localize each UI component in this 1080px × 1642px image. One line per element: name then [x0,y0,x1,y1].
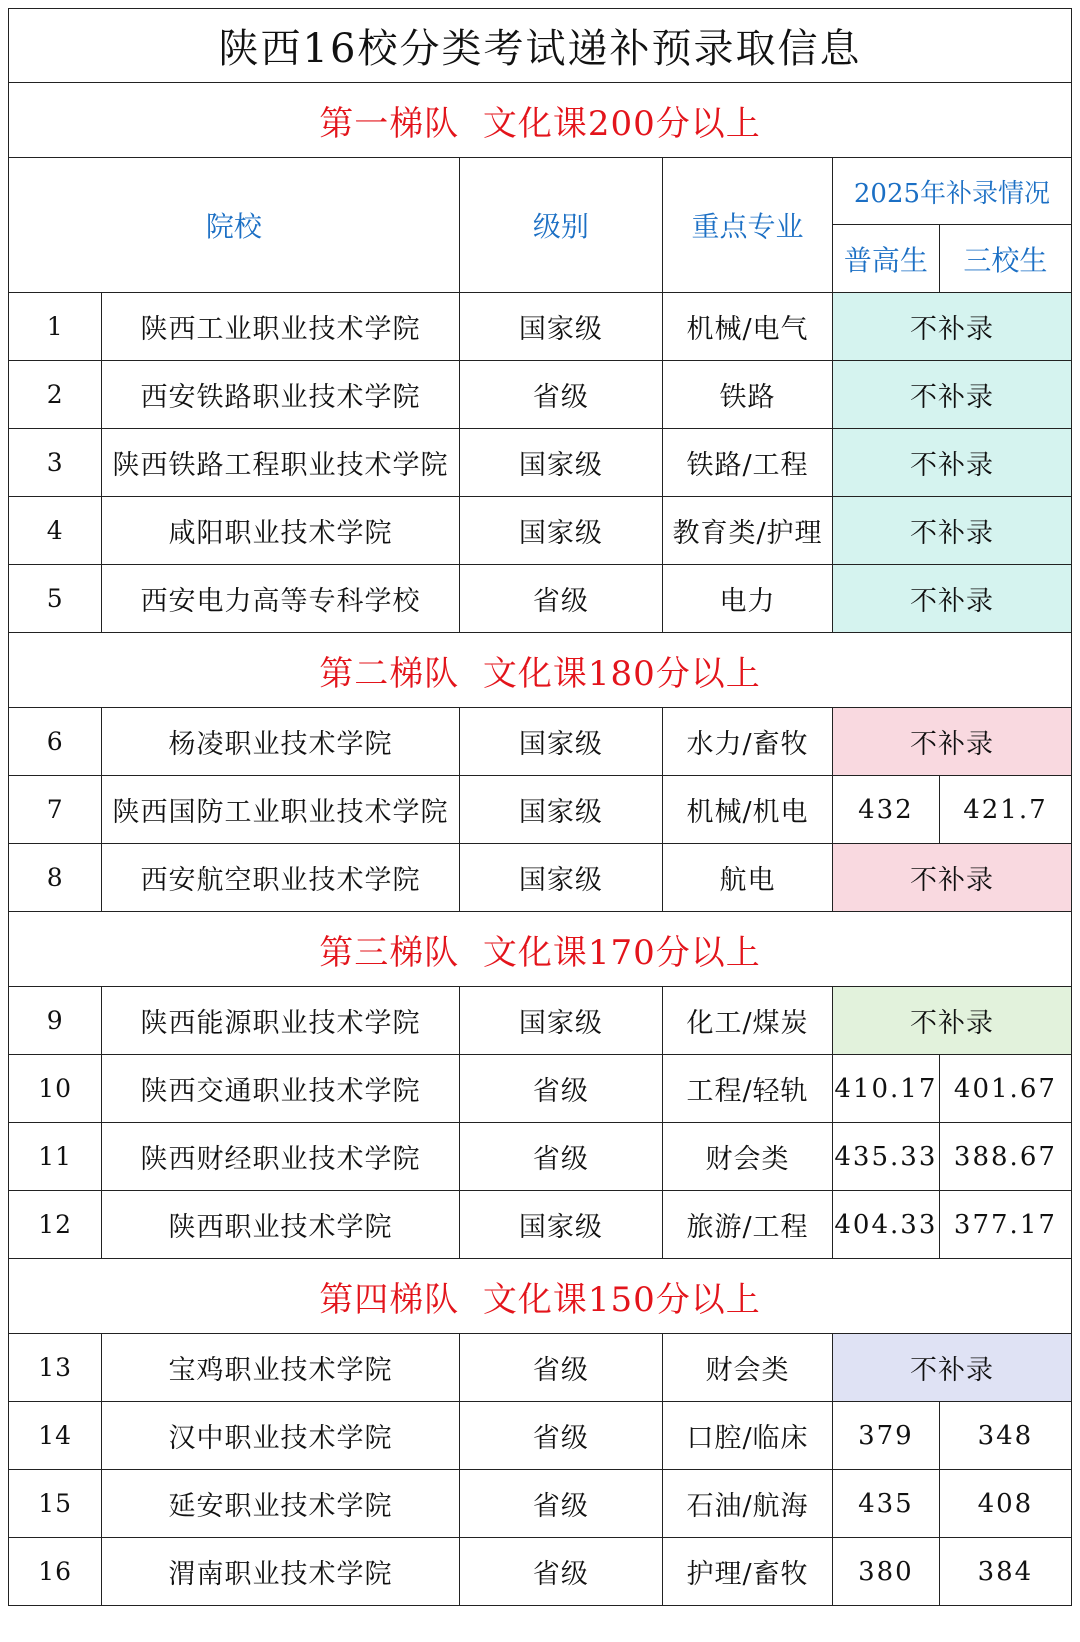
school-level: 省级 [459,1470,662,1538]
school-level: 省级 [459,1402,662,1470]
tier-row [9,912,1072,987]
page-title: 陕西16校分类考试递补预录取信息 [9,9,1072,83]
table-row [9,1191,1072,1259]
school-name: 汉中职业技术学院 [102,1402,459,1470]
key-major: 财会类 [663,1334,833,1402]
row-number: 8 [9,844,102,912]
school-level: 省级 [459,565,662,633]
row-number: 4 [9,497,102,565]
key-major: 财会类 [663,1123,833,1191]
general-score: 410.17 [832,1055,939,1123]
table-body [9,9,1072,1606]
school-name: 杨凌职业技术学院 [102,708,459,776]
table-row [9,293,1072,361]
admission-status: 不补录 [832,708,1071,776]
tier-label: 第二梯队 [319,653,460,694]
row-number: 13 [9,1334,102,1402]
school-level: 省级 [459,1055,662,1123]
school-level: 国家级 [459,844,662,912]
three-school-score: 384 [939,1538,1071,1606]
three-school-score: 401.67 [939,1055,1071,1123]
row-number: 1 [9,293,102,361]
table-row [9,1402,1072,1470]
key-major: 航电 [663,844,833,912]
table-row [9,1055,1072,1123]
header-row-top [9,158,1072,225]
header-general: 普高生 [832,225,939,293]
school-name: 陕西能源职业技术学院 [102,987,459,1055]
general-score: 435 [832,1470,939,1538]
school-name: 西安航空职业技术学院 [102,844,459,912]
table-row [9,1470,1072,1538]
three-school-score: 408 [939,1470,1071,1538]
tier-row [9,1259,1072,1334]
school-name: 渭南职业技术学院 [102,1538,459,1606]
school-level: 省级 [459,1123,662,1191]
school-name: 陕西铁路工程职业技术学院 [102,429,459,497]
three-school-score: 388.67 [939,1123,1071,1191]
admission-status: 不补录 [832,987,1071,1055]
table-row [9,1334,1072,1402]
school-level: 省级 [459,1334,662,1402]
general-score: 404.33 [832,1191,939,1259]
table-row [9,776,1072,844]
row-number: 6 [9,708,102,776]
admission-status: 不补录 [832,429,1071,497]
row-number: 2 [9,361,102,429]
header-school: 院校 [9,158,460,293]
table-row [9,361,1072,429]
key-major: 铁路 [663,361,833,429]
key-major: 电力 [663,565,833,633]
general-score: 432 [832,776,939,844]
tier-requirement: 文化课180分以上 [482,653,761,694]
tier-requirement: 文化课200分以上 [482,103,761,144]
table-row [9,497,1072,565]
tier-heading [9,633,1072,708]
tier-label: 第一梯队 [319,103,460,144]
tier-heading [9,83,1072,158]
admission-status: 不补录 [832,565,1071,633]
row-number: 9 [9,987,102,1055]
admission-status: 不补录 [832,361,1071,429]
row-number: 11 [9,1123,102,1191]
key-major: 铁路/工程 [663,429,833,497]
general-score: 435.33 [832,1123,939,1191]
tier-heading [9,1259,1072,1334]
key-major: 旅游/工程 [663,1191,833,1259]
table-row [9,565,1072,633]
school-level: 省级 [459,361,662,429]
table-row [9,987,1072,1055]
tier-heading [9,912,1072,987]
key-major: 工程/轻轨 [663,1055,833,1123]
school-name: 陕西交通职业技术学院 [102,1055,459,1123]
school-name: 延安职业技术学院 [102,1470,459,1538]
key-major: 化工/煤炭 [663,987,833,1055]
tier-requirement: 文化课150分以上 [482,1279,761,1320]
school-name: 咸阳职业技术学院 [102,497,459,565]
admission-table [8,8,1072,1606]
school-name: 陕西工业职业技术学院 [102,293,459,361]
row-number: 3 [9,429,102,497]
general-score: 379 [832,1402,939,1470]
admission-status: 不补录 [832,844,1071,912]
row-number: 5 [9,565,102,633]
school-name: 陕西国防工业职业技术学院 [102,776,459,844]
table-row [9,1123,1072,1191]
row-number: 16 [9,1538,102,1606]
school-level: 国家级 [459,708,662,776]
table-row [9,1538,1072,1606]
tier-row [9,83,1072,158]
row-number: 14 [9,1402,102,1470]
row-number: 10 [9,1055,102,1123]
school-level: 国家级 [459,429,662,497]
three-school-score: 377.17 [939,1191,1071,1259]
key-major: 水力/畜牧 [663,708,833,776]
school-level: 省级 [459,1538,662,1606]
key-major: 机械/机电 [663,776,833,844]
school-name: 陕西职业技术学院 [102,1191,459,1259]
table-row [9,844,1072,912]
school-name: 宝鸡职业技术学院 [102,1334,459,1402]
school-level: 国家级 [459,776,662,844]
school-name: 西安电力高等专科学校 [102,565,459,633]
table-row [9,708,1072,776]
tier-label: 第三梯队 [319,932,460,973]
school-level: 国家级 [459,293,662,361]
tier-row [9,633,1072,708]
row-number: 7 [9,776,102,844]
general-score: 380 [832,1538,939,1606]
school-level: 国家级 [459,987,662,1055]
table-row [9,429,1072,497]
tier-label: 第四梯队 [319,1279,460,1320]
header-level: 级别 [459,158,662,293]
key-major: 教育类/护理 [663,497,833,565]
admission-status: 不补录 [832,293,1071,361]
school-level: 国家级 [459,1191,662,1259]
tier-requirement: 文化课170分以上 [482,932,761,973]
school-name: 陕西财经职业技术学院 [102,1123,459,1191]
key-major: 口腔/临床 [663,1402,833,1470]
school-level: 国家级 [459,497,662,565]
admission-status: 不补录 [832,497,1071,565]
header-three-school: 三校生 [939,225,1071,293]
key-major: 护理/畜牧 [663,1538,833,1606]
row-number: 15 [9,1470,102,1538]
three-school-score: 421.7 [939,776,1071,844]
key-major: 石油/航海 [663,1470,833,1538]
header-major: 重点专业 [663,158,833,293]
three-school-score: 348 [939,1402,1071,1470]
school-name: 西安铁路职业技术学院 [102,361,459,429]
title-row [9,9,1072,83]
header-status: 2025年补录情况 [832,158,1071,225]
row-number: 12 [9,1191,102,1259]
key-major: 机械/电气 [663,293,833,361]
admission-status: 不补录 [832,1334,1071,1402]
